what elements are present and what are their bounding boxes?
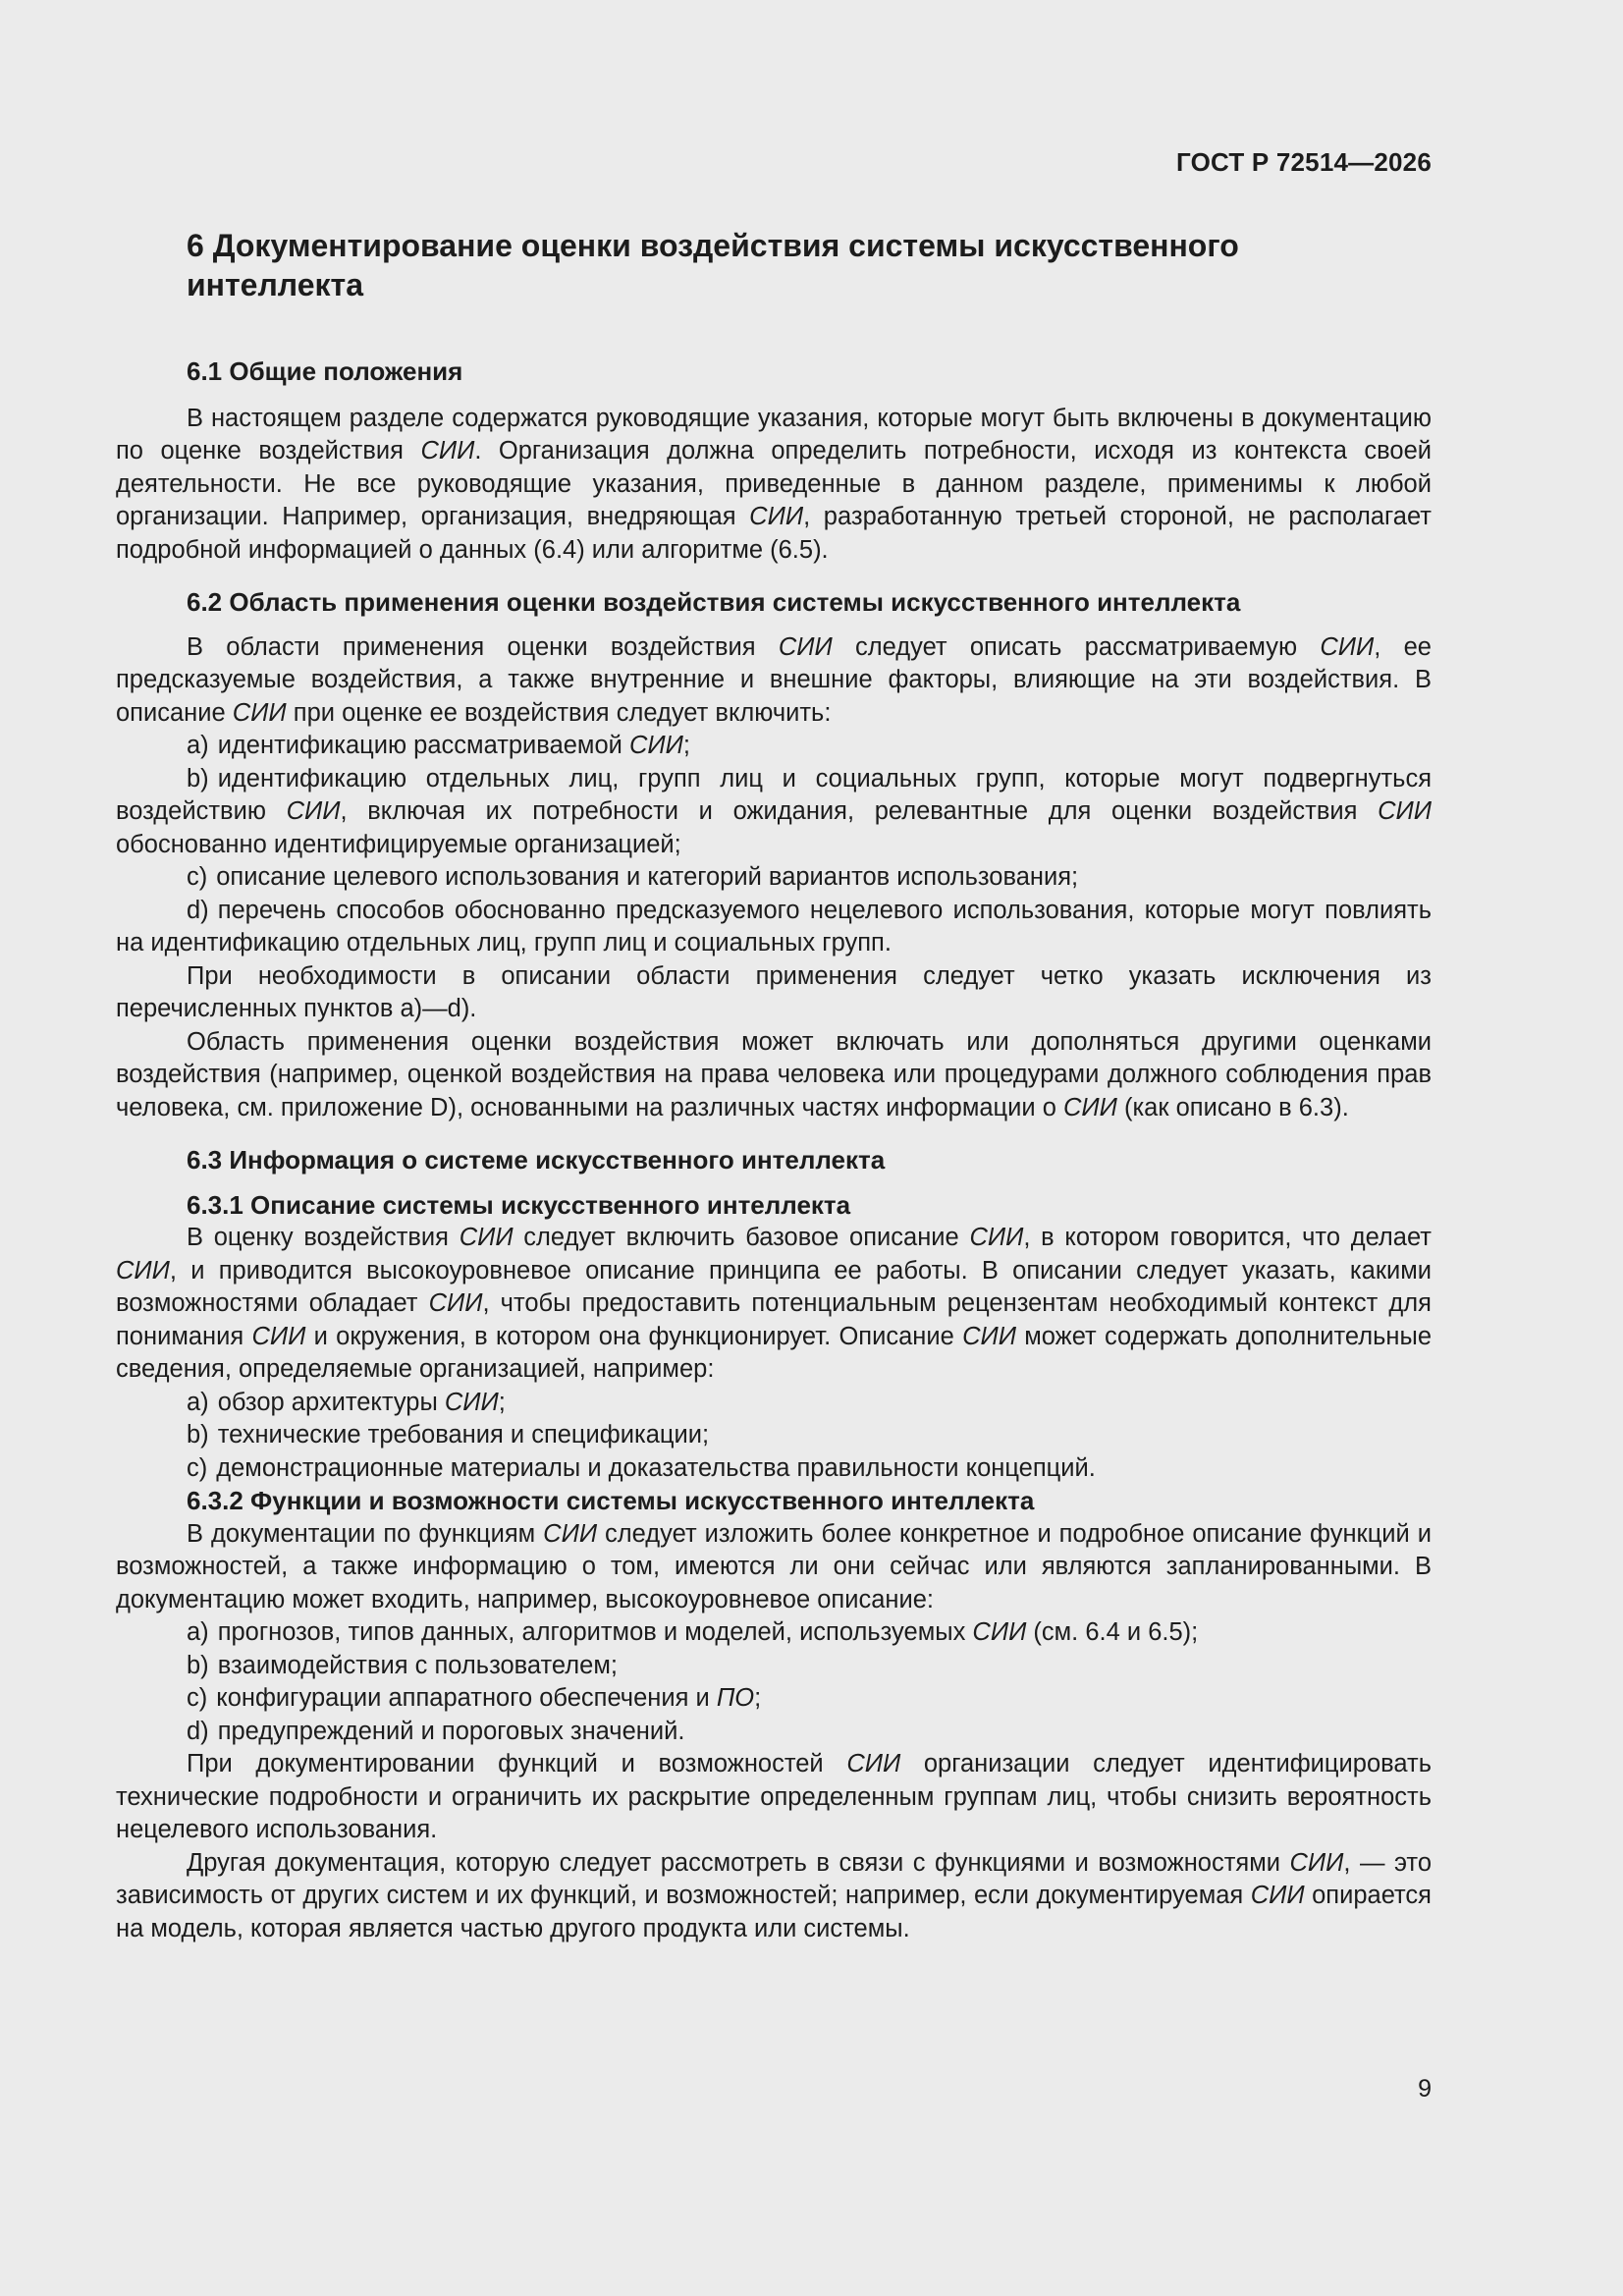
section-6-3-1-heading: 6.3.1 Описание системы искусственного интеллекта	[187, 1189, 851, 1220]
list-item-b: b) технические требования и спецификации;	[187, 1421, 710, 1449]
list-item-b: b) взаимодействия с пользователем;	[187, 1651, 618, 1679]
section-6-2-paragraph-intro: В области применения оценки воздействия СИИ следует описать рассматриваемую СИИ, ее предсказуемые воздействия, а также внутренние и внешние факторы, влияющие на эти воздействия. В описание СИИ при оценке ее воздействия следует включить:	[116, 632, 1432, 727]
section-6-3-2-paragraph-intro: В документации по функциям СИИ следует изложить более конкретное и подробное описание функций и возможностей, а также информацию о том, имеются ли они сейчас или являются запланированными. В документацию может входить, например, высокоуровневое описание:	[116, 1519, 1432, 1613]
section-6-3-2-heading: 6.3.2 Функции и возможности системы искусственного интеллекта	[187, 1486, 1035, 1515]
section-6-2-heading: 6.2 Область применения оценки воздействия системы искусственного интеллекта	[187, 587, 1241, 617]
section-6-3-2-paragraph-disclosure: При документировании функций и возможностей СИИ организации следует идентифицировать технические подробности и ограничить их раскрытие определенным группам лиц, чтобы снизить вероятность нецелевого использования.	[116, 1750, 1432, 1843]
section-6-3-heading: 6.3 Информация о системе искусственного интеллекта	[187, 1145, 886, 1175]
list-item-c: c) конфигурации аппаратного обеспечения и ПО;	[187, 1684, 762, 1712]
section-6-3-2-paragraph-dependencies: Другая документация, которую следует рассмотреть в связи с функциями и возможностями СИИ, — это зависимость от других систем и их функций, и возможностей; например, если документируемая СИИ опирается на модель, которая является частью другого продукта или системы.	[116, 1848, 1433, 1942]
section-6-1-heading: 6.1 Общие положения	[187, 356, 463, 386]
list-item-a: a) прогнозов, типов данных, алгоритмов и моделей, используемых СИИ (см. 6.4 и 6.5);	[187, 1618, 1199, 1646]
list-item-a: a) обзор архитектуры СИИ;	[187, 1388, 506, 1416]
list-item-b: b) идентификацию отдельных лиц, групп лиц и социальных групп, которые могут подвергнуться воздействию СИИ, включая их потребности и ожидания, релевантные для оценки воздействия СИИ обоснованно идентифицируемые организацией;	[116, 764, 1432, 858]
list-item-d: d) предупреждений и пороговых значений.	[187, 1717, 685, 1745]
section-6-2-paragraph-other-assessments: Область применения оценки воздействия может включать или дополняться другими оценками воздействия (например, оценкой воздействия на права человека или процедурами должного соблюдения прав человека, см. приложение D), основанными на различных частях информации о СИИ (как описано в 6.3).	[116, 1027, 1432, 1121]
page-content	[116, 226, 1432, 1945]
section-6-title: 6 Документирование оценки воздействия системы искусственного интеллекта	[187, 228, 1239, 302]
section-6-1-paragraph: В настоящем разделе содержатся руководящие указания, которые могут быть включены в документацию по оценке воздействия СИИ. Организация должна определить потребности, исходя из контекста своей деятельности. Не все руководящие указания, приведенные в данном разделе, применимы к любой организации. Например, организация, внедряющая СИИ, разработанную третьей стороной, не располагает подробной информацией о данных (6.4) или алгоритме (6.5).	[116, 404, 1432, 564]
list-item-c: c) демонстрационные материалы и доказательства правильности концепций.	[187, 1453, 1096, 1482]
document-code-header: ГОСТ Р 72514—2026	[1176, 147, 1432, 177]
section-6-3-1-paragraph: В оценку воздействия СИИ следует включить базовое описание СИИ, в котором говорится, что делает СИИ, и приводится высокоуровневое описание принципа ее работы. В описании следует указать, какими возможностями обладает СИИ, чтобы предоставить потенциальным рецензентам необходимый контекст для понимания СИИ и окружения, в котором она функционирует. Описание СИИ может содержать дополнительные сведения, определяемые организацией, например:	[116, 1224, 1433, 1383]
list-item-c: c) описание целевого использования и категорий вариантов использования;	[187, 863, 1079, 891]
section-6-2-paragraph-exclusions: При необходимости в описании области применения следует четко указать исключения из перечисленных пунктов а)—d).	[116, 961, 1432, 1022]
page-number: 9	[1418, 2075, 1432, 2103]
list-item-d: d) перечень способов обоснованно предсказуемого нецелевого использования, которые могут повлиять на идентификацию отдельных лиц, групп лиц и социальных групп.	[116, 896, 1432, 957]
document-page	[116, 0, 1432, 2296]
list-item-a: a) идентификацию рассматриваемой СИИ;	[187, 732, 690, 759]
